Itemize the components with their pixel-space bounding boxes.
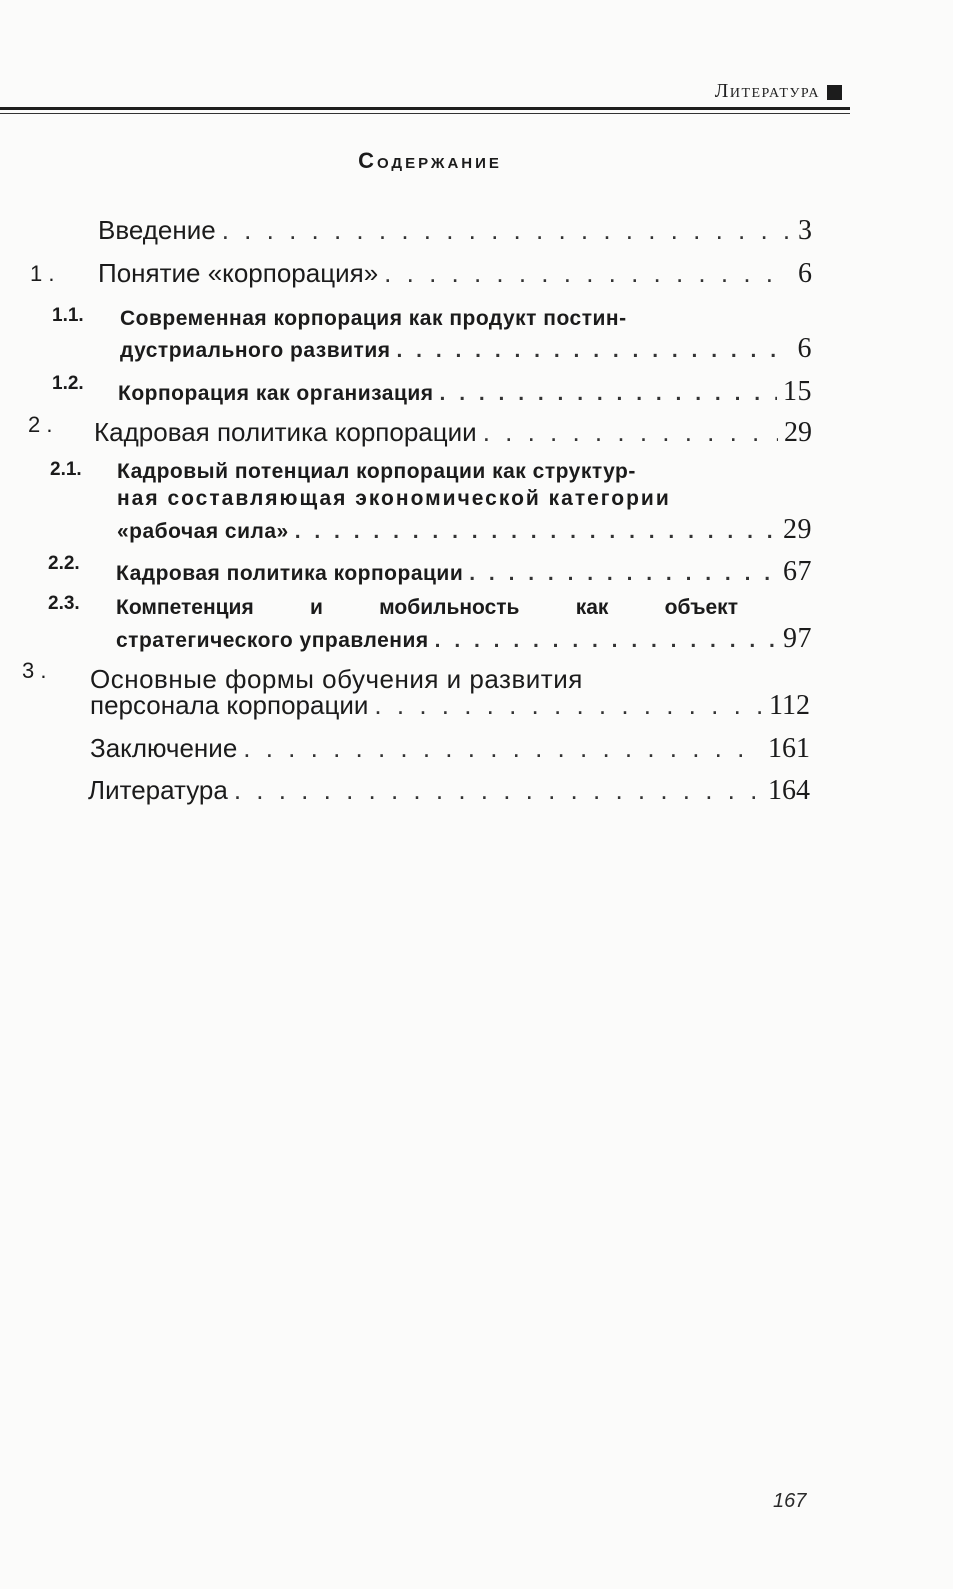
toc-entry-label: Понятие «корпорация» — [98, 258, 379, 288]
leader-dots — [440, 382, 777, 406]
toc-entry-label: персонала корпорации — [90, 690, 369, 720]
toc-word: и — [309, 596, 323, 619]
leader-dots — [384, 258, 790, 289]
toc-entry-label: «рабочая сила» — [117, 520, 289, 543]
toc-entry-label: дустриального развития — [120, 339, 391, 362]
toc-chapter-number: 3 . — [22, 658, 47, 683]
toc-section-number: 1.1. — [52, 305, 84, 326]
running-head-title: Литература — [714, 80, 820, 102]
leader-dots — [222, 215, 790, 246]
toc-entry-page: 161 — [768, 733, 810, 764]
toc-entry-label: Литература — [88, 775, 228, 805]
leader-dots — [374, 690, 763, 721]
toc-word: объект — [664, 596, 738, 619]
toc-entry-label: Введение — [98, 215, 216, 245]
toc-entry-page: 3 — [798, 215, 812, 246]
toc-entry-section-2-2 — [116, 556, 812, 588]
toc-section-number: 2.1. — [50, 459, 82, 480]
page-number: 167 — [773, 1490, 807, 1512]
toc-chapter-number: 1 . — [30, 261, 55, 286]
toc-entry-page: 6 — [797, 333, 812, 364]
toc-entry-label-line1: Основные формы обучения и развития — [90, 664, 583, 694]
toc-entry-intro — [98, 215, 812, 247]
toc-entry-page: 15 — [783, 376, 812, 407]
toc-entry-conclusion — [90, 733, 810, 765]
leader-dots — [469, 562, 777, 586]
toc-section-number: 2.2. — [48, 553, 80, 574]
toc-section-number: 2.3. — [48, 593, 80, 614]
toc-entry-chapter-3 — [90, 690, 810, 722]
leader-dots — [295, 520, 777, 544]
toc-entry-label: Заключение — [90, 733, 238, 763]
toc-entry-page: 164 — [768, 775, 810, 806]
toc-entry-page: 29 — [783, 514, 812, 545]
toc-entry-section-1-2 — [118, 376, 812, 408]
toc-entry-page: 112 — [769, 690, 810, 721]
leader-dots — [234, 775, 762, 806]
toc-entry-section-1-1 — [120, 333, 812, 365]
toc-section-number: 1.2. — [52, 373, 84, 394]
toc-word: Компетенция — [116, 596, 254, 619]
toc-entry-label-line1: Кадровый потенциал корпорации как структур- — [117, 460, 636, 483]
toc-entry-page: 97 — [783, 623, 812, 654]
toc-word: как — [575, 596, 609, 619]
leader-dots — [435, 629, 777, 653]
toc-entry-label: Кадровая политика корпорации — [116, 562, 464, 585]
header-rule — [0, 107, 850, 110]
toc-entry-chapter-2 — [94, 417, 812, 449]
toc-entry-label: Корпорация как организация — [118, 382, 434, 405]
leader-dots — [483, 417, 778, 448]
leader-dots — [243, 733, 762, 764]
header-rule-thin — [0, 113, 850, 114]
toc-entry-page: 6 — [798, 258, 812, 289]
toc-entry-label: стратегического управления — [116, 629, 429, 652]
square-bullet-icon — [827, 85, 842, 100]
toc-entry-page: 29 — [784, 417, 812, 448]
leader-dots — [397, 339, 791, 363]
toc-chapter-number: 2 . — [28, 412, 53, 437]
toc-entry-section-2-1 — [117, 514, 812, 546]
page-title: Содержание — [358, 148, 502, 173]
toc-entry-label-line1: Современная корпорация как продукт постин- — [120, 307, 627, 330]
toc-entry-label: Кадровая политика корпорации — [94, 417, 477, 447]
toc-entry-section-2-3 — [116, 623, 812, 655]
toc-entry-page: 67 — [783, 556, 812, 587]
toc-entry-references — [88, 775, 810, 807]
toc-word: мобильность — [379, 596, 520, 619]
toc-entry-label-line1 — [116, 596, 738, 620]
toc-entry-chapter-1 — [98, 258, 812, 290]
toc-entry-label-line2: ная составляющая экономической категории — [117, 487, 671, 510]
running-head — [0, 80, 850, 120]
